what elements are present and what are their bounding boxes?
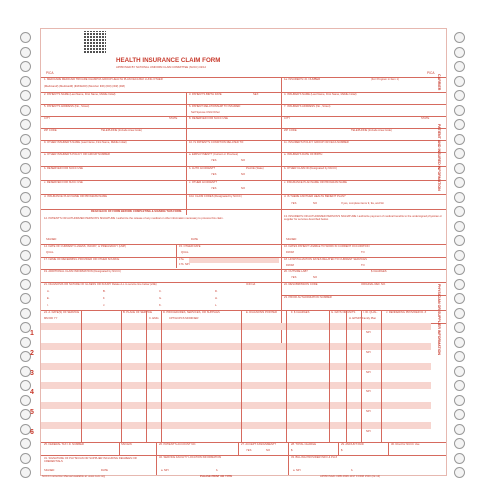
- diag-i: I.: [47, 304, 49, 307]
- no-27: NO: [266, 449, 271, 452]
- from-18: FROM: [286, 264, 294, 267]
- city-label: CITY: [44, 117, 51, 120]
- diag-l: L.: [215, 304, 218, 307]
- field-22-orig: ORIGINAL REF. NO.: [361, 283, 386, 286]
- tractor-hole: [454, 337, 465, 348]
- field-11: 11. INSURED'S POLICY GROUP OR FECA NUMBER: [284, 141, 349, 144]
- tractor-hole: [454, 134, 465, 145]
- tractor-hole: [454, 279, 465, 290]
- service-line-npi: NPI: [366, 370, 371, 374]
- service-line-shaded: [41, 402, 431, 409]
- no-10a: NO: [241, 159, 246, 162]
- tractor-hole: [454, 409, 465, 420]
- dollar-29: $: [341, 449, 343, 452]
- diag-e: E.: [47, 297, 50, 300]
- service-line-number: 2: [30, 349, 34, 357]
- tractor-hole: [454, 235, 465, 246]
- diag-a: A.: [47, 290, 50, 293]
- field-9c: c. RESERVED FOR NUCC USE: [44, 181, 83, 184]
- yes-10b: YES: [211, 173, 217, 176]
- tractor-hole: [20, 467, 31, 478]
- diag-f: F.: [103, 297, 106, 300]
- tractor-hole: [20, 221, 31, 232]
- tractor-hole: [454, 177, 465, 188]
- tractor-hole: [454, 47, 465, 58]
- footer-right: APPROVED OMB-0938-1197 FORM 1500 (02-12): [320, 475, 381, 478]
- field-11d: d. IS THERE ANOTHER HEALTH BENEFIT PLAN?: [284, 195, 346, 198]
- form-title: HEALTH INSURANCE CLAIM FORM: [116, 57, 221, 64]
- approved-text: APPROVED BY NATIONAL UNIFORM CLAIM COMMITTEE (NUCC) 02/12: [116, 66, 206, 69]
- field-4: 4. INSURED'S NAME (Last Name, First Name, Middle Initial): [284, 93, 357, 96]
- field-32b: b.: [216, 469, 219, 472]
- field-17: 17. NAME OF REFERRING PROVIDER OR OTHER SOURCE: [44, 258, 120, 261]
- tractor-hole: [454, 264, 465, 275]
- yes-20: YES: [291, 276, 297, 279]
- service-line-npi: NPI: [366, 390, 371, 394]
- diag-g: G.: [159, 297, 162, 300]
- field-24c: C. EMG: [149, 317, 159, 320]
- yes-10a: YES: [211, 159, 217, 162]
- tractor-hole: [20, 206, 31, 217]
- pica-left: PICA: [46, 71, 54, 75]
- tractor-hole: [20, 90, 31, 101]
- tractor-hole: [454, 250, 465, 261]
- claim-form-page: [30, 28, 447, 476]
- readback-text: READ BACK OF FORM BEFORE COMPLETING & SIGNING THIS FORM.: [91, 210, 182, 213]
- tractor-hole: [20, 105, 31, 116]
- diag-h: H.: [215, 297, 218, 300]
- field-6: 6. PATIENT RELATIONSHIP TO INSURED: [189, 105, 241, 108]
- tractor-hole: [454, 424, 465, 435]
- field-1a: 1a. INSURED'S I.D. NUMBER: [284, 78, 321, 81]
- yes-27: YES: [246, 449, 252, 452]
- tractor-hole: [20, 192, 31, 203]
- field-24h: H. EPSDT Family Plan: [349, 317, 377, 320]
- tractor-hole: [454, 467, 465, 478]
- field-10a: a. EMPLOYMENT? (Current or Previous): [189, 153, 239, 156]
- field-33b: b.: [351, 469, 354, 472]
- tractor-hole: [454, 366, 465, 377]
- field-24e: E. DIAGNOSIS POINTER: [246, 311, 277, 314]
- signed-12: SIGNED: [46, 238, 57, 241]
- tractor-hole: [20, 293, 31, 304]
- zip-label: ZIP CODE: [44, 129, 57, 132]
- tractor-hole: [20, 235, 31, 246]
- field-32: 32. SERVICE FACILITY LOCATION INFORMATION: [159, 456, 222, 459]
- service-line-npi: NPI: [366, 410, 371, 414]
- state-label: STATE: [169, 117, 178, 120]
- field-10c: c. OTHER ACCIDENT?: [189, 181, 218, 184]
- tractor-hole: [454, 61, 465, 72]
- field-20-charges: $ CHARGES: [371, 270, 387, 273]
- diag-k: K.: [159, 304, 162, 307]
- field-24f: F. $ CHARGES: [291, 311, 310, 314]
- tractor-hole: [20, 308, 31, 319]
- field-2: 2. PATIENT'S NAME (Last Name, First Name, Middle Initial): [44, 93, 116, 96]
- field-14: 14. DATE OF CURRENT ILLNESS, INJURY, or PREGNANCY (LMP): [44, 245, 127, 248]
- service-line-npi: NPI: [366, 430, 371, 433]
- tractor-hole: [20, 264, 31, 275]
- tractor-hole: [20, 134, 31, 145]
- service-line-npi: NPI: [366, 350, 371, 354]
- field-8: 8. RESERVED FOR NUCC USE: [189, 117, 228, 120]
- diag-b: B.: [103, 290, 106, 293]
- tractor-hole: [20, 250, 31, 261]
- service-line-number: 5: [30, 409, 34, 417]
- right-tractor-strip: [452, 28, 466, 474]
- tractor-hole: [20, 177, 31, 188]
- field-24g: G. DAYS OR UNITS: [331, 311, 356, 314]
- field-10: 10. IS PATIENT'S CONDITION RELATED TO:: [189, 141, 244, 144]
- tractor-hole: [454, 32, 465, 43]
- tractor-hole: [454, 453, 465, 464]
- field-17a: 17a.: [179, 258, 185, 261]
- tractor-hole: [454, 438, 465, 449]
- tractor-hole: [454, 322, 465, 333]
- tel-label: TELEPHONE (Include Area Code): [101, 129, 142, 132]
- field-24i: I. ID. QUAL.: [363, 311, 378, 314]
- tractor-hole: [454, 90, 465, 101]
- field-5: 5. PATIENT'S ADDRESS (No., Street): [44, 105, 90, 108]
- field-10d: 10d. CLAIM CODES (Designated by NUCC): [189, 195, 242, 198]
- tractor-hole: [454, 76, 465, 87]
- field-6-options: Self Spouse Child Other: [191, 111, 220, 114]
- physician-supplier-label: PHYSICIAN OR SUPPLIER INFORMATION: [437, 284, 441, 356]
- field-9: 9. OTHER INSURED'S NAME (Last Name, First Name, Middle Initial): [44, 141, 127, 144]
- yes-11d: YES: [291, 202, 297, 205]
- field-24b: B. PLACE OF SERVICE: [123, 311, 153, 314]
- from-16: FROM: [286, 251, 294, 254]
- tractor-hole: [454, 293, 465, 304]
- service-line-shaded: [41, 422, 431, 429]
- city-label-2: CITY: [284, 117, 291, 120]
- pica-right: PICA: [427, 71, 435, 75]
- field-25: 25. FEDERAL TAX I.D. NUMBER: [44, 443, 84, 446]
- service-line-number: 4: [30, 389, 34, 397]
- tractor-hole: [454, 221, 465, 232]
- from-to-24: MM DD YY: [44, 317, 58, 320]
- field-32a: a. NPI: [161, 469, 169, 472]
- field-33a: a. NPI: [293, 469, 301, 472]
- field-10b-place: PLACE (State): [246, 167, 264, 170]
- field-19: 19. ADDITIONAL CLAIM INFORMATION (Designated by NUCC): [44, 270, 121, 273]
- field-23: 23. PRIOR AUTHORIZATION NUMBER: [284, 296, 332, 299]
- field-22: 22. RESUBMISSION CODE: [284, 283, 318, 286]
- service-line-number: 6: [30, 429, 34, 436]
- zip-label-2: ZIP CODE: [284, 129, 297, 132]
- to-18: TO: [361, 264, 365, 267]
- tractor-hole: [454, 192, 465, 203]
- tractor-hole: [20, 279, 31, 290]
- left-tractor-strip: [18, 28, 32, 474]
- field-17b: 17b. NPI: [179, 263, 190, 266]
- field-11c: c. INSURANCE PLAN NAME OR PROGRAM NAME: [284, 181, 347, 184]
- field-10b: b. AUTO ACCIDENT?: [189, 167, 216, 170]
- field-25-opts: SSN EIN: [121, 443, 132, 446]
- field-24j: J. RENDERING PROVIDER ID. #: [386, 311, 427, 314]
- field-29: 29. AMOUNT PAID: [341, 443, 364, 446]
- field-20: 20. OUTSIDE LAB?: [284, 270, 308, 273]
- service-line-shaded: [41, 363, 431, 370]
- tractor-hole: [20, 453, 31, 464]
- field-31: 31. SIGNATURE OF PHYSICIAN OR SUPPLIER INCLUDING DEGREES OR CREDENTIALS: [44, 457, 137, 464]
- field-30: 30. Rsvd for NUCC Use: [391, 443, 420, 446]
- field-16: 16. DATES PATIENT UNABLE TO WORK IN CURRENT OCCUPATION: [284, 245, 370, 248]
- field-1a-note: (For Program in Item 1): [371, 78, 399, 81]
- to-16: TO: [361, 251, 365, 254]
- tractor-hole: [20, 438, 31, 449]
- tractor-hole: [20, 119, 31, 130]
- field-15: 15. OTHER DATE: [179, 245, 201, 248]
- tractor-hole: [454, 163, 465, 174]
- field-26: 26. PATIENT'S ACCOUNT NO.: [159, 443, 197, 446]
- tractor-hole: [20, 163, 31, 174]
- field-3-sex: SEX: [253, 93, 259, 96]
- field-18: 18. HOSPITALIZATION DATES RELATED TO CURRENT SERVICES: [284, 258, 367, 261]
- yes-10c: YES: [211, 187, 217, 190]
- qual-15: QUAL.: [181, 251, 190, 254]
- field-28: 28. TOTAL CHARGE: [291, 443, 316, 446]
- tractor-hole: [454, 380, 465, 391]
- date-12: DATE: [191, 238, 198, 241]
- field-24d-sub: CPT/HCPCS MODIFIER: [169, 317, 199, 320]
- tractor-hole: [454, 351, 465, 362]
- field-3: 3. PATIENT'S BIRTH DATE: [189, 93, 222, 96]
- field-11d-note: If yes, complete items 9, 9a, and 9d.: [341, 202, 385, 205]
- date-31: DATE: [101, 469, 108, 472]
- field-27: 27. ACCEPT ASSIGNMENT?: [241, 443, 277, 446]
- qual-14: QUAL.: [46, 251, 55, 254]
- service-line-shaded: [41, 323, 431, 330]
- dollar-28: $: [291, 449, 293, 452]
- service-line-npi: NPI: [366, 331, 371, 334]
- footer-mid: PLEASE PRINT OR TYPE: [200, 475, 233, 478]
- no-20: NO: [313, 276, 318, 279]
- service-line-shaded: [41, 343, 431, 350]
- tractor-hole: [20, 32, 31, 43]
- field-9d: d. INSURANCE PLAN NAME OR PROGRAM NAME: [44, 195, 108, 198]
- field-11a: a. INSURED'S DATE OF BIRTH: [284, 153, 323, 156]
- tractor-hole: [454, 119, 465, 130]
- field-1-sub: (Medicare#) (Medicaid#) (ID#/DoD#) (Member ID#) (ID#) (ID#) (ID#): [44, 85, 125, 88]
- icd-ind: ICD Ind.: [246, 283, 256, 286]
- signed-31: SIGNED: [44, 469, 55, 472]
- field-11b: b. OTHER CLAIM ID (Designated by NUCC): [284, 167, 338, 170]
- tractor-hole: [20, 76, 31, 87]
- tractor-hole: [20, 47, 31, 58]
- state-label-2: STATE: [421, 117, 430, 120]
- field-9a: a. OTHER INSURED'S POLICY OR GROUP NUMBER: [44, 153, 110, 156]
- field-1: 1. MEDICARE MEDICAID TRICARE CHAMPVA GROUP HEALTH PLAN FECA BLK LUNG OTHER: [44, 78, 163, 81]
- field-24d: D. PROCEDURES, SERVICES, OR SUPPLIES: [163, 311, 220, 314]
- tel-label-2: TELEPHONE (Include Area Code): [351, 129, 392, 132]
- field-7: 7. INSURED'S ADDRESS (No., Street): [284, 105, 331, 108]
- field-21: 21. DIAGNOSIS OR NATURE OF ILLNESS OR INJURY Relate A-L to service line below (24E): [44, 283, 157, 286]
- no-10b: NO: [241, 173, 246, 176]
- service-line-number: 3: [30, 369, 34, 377]
- tractor-hole: [20, 148, 31, 159]
- tractor-hole: [454, 395, 465, 406]
- tractor-hole: [20, 61, 31, 72]
- footer-left: NUCC Instruction Manual available at: www.nucc.org: [42, 475, 106, 478]
- field-33: 33. BILLING PROVIDER INFO & PH #: [291, 456, 337, 459]
- no-11d: NO: [313, 202, 318, 205]
- diag-j: J.: [103, 304, 106, 307]
- service-line-shaded: [41, 382, 431, 389]
- diag-c: C.: [159, 290, 162, 293]
- tractor-hole: [20, 337, 31, 348]
- tractor-hole: [454, 105, 465, 116]
- diag-d: D.: [215, 290, 218, 293]
- signed-13: SIGNED: [286, 238, 297, 241]
- field-12: 12. PATIENT'S OR AUTHORIZED PERSON'S SIGNATURE I authorize the release of any medical or other information necessary to process this claim.: [44, 217, 224, 220]
- tractor-hole: [454, 148, 465, 159]
- field-24a: 24. A. DATE(S) OF SERVICE: [44, 311, 80, 314]
- patient-insured-label: PATIENT AND INSURED INFORMATION: [437, 124, 441, 191]
- service-line-number: 1: [30, 330, 34, 337]
- field-13: 13. INSURED'S OR AUTHORIZED PERSON'S SIGNATURE I authorize payment of medical benefits to the undersigned physician or supplier for services described below.: [284, 215, 442, 222]
- field-9b: b. RESERVED FOR NUCC USE: [44, 167, 83, 170]
- tractor-hole: [454, 206, 465, 217]
- no-10c: NO: [241, 187, 246, 190]
- tractor-hole: [454, 308, 465, 319]
- carrier-label: CARRIER: [437, 74, 441, 91]
